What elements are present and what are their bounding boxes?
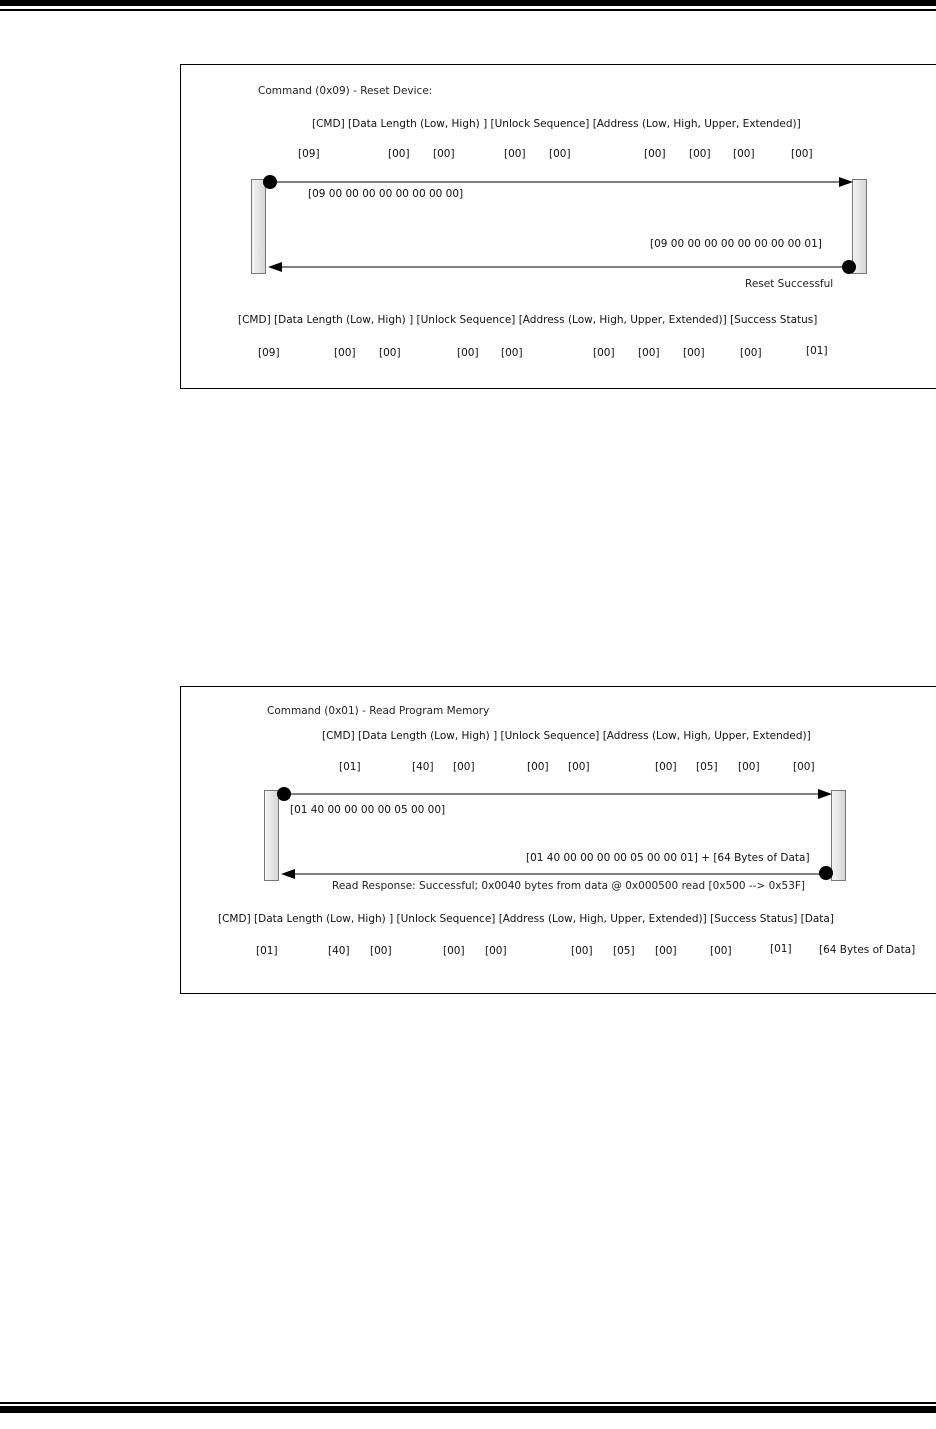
response-message: [01 40 00 00 00 00 05 00 00 01] + [64 Bytes of Data] (526, 852, 810, 864)
response-byte: [00] (501, 347, 523, 359)
request-byte: [00] (791, 148, 813, 160)
response-byte: [00] (370, 945, 392, 957)
response-byte: [00] (379, 347, 401, 359)
response-byte: [01] (256, 945, 278, 957)
response-data-payload: [64 Bytes of Data] (819, 944, 916, 956)
response-note: Reset Successful (745, 278, 834, 290)
response-byte: [40] (328, 945, 350, 957)
request-byte: [00] (453, 761, 475, 773)
response-arrowhead (281, 869, 295, 879)
response-byte: [00] (571, 945, 593, 957)
request-arrowhead (818, 789, 832, 799)
request-byte: [00] (504, 148, 526, 160)
footer-rule-thick (0, 1406, 936, 1413)
request-byte: [00] (527, 761, 549, 773)
diagram-title: Command (0x01) - Read Program Memory (267, 705, 490, 717)
request-message: [09 00 00 00 00 00 00 00 00] (308, 188, 464, 200)
response-byte: [00] (638, 347, 660, 359)
footer-rule-thin (0, 1402, 936, 1404)
response-byte: [05] (613, 945, 635, 957)
reset-device-sequence-diagram (180, 64, 936, 389)
response-byte: [00] (593, 347, 615, 359)
request-arrowhead (839, 177, 853, 187)
request-byte: [00] (733, 148, 755, 160)
request-byte: [00] (644, 148, 666, 160)
request-byte: [05] (696, 761, 718, 773)
response-byte: [09] (258, 347, 280, 359)
request-field-header: [CMD] [Data Length (Low, High) ] [Unlock Sequence] [Address (Low, High, Upper, Extended)] (322, 730, 811, 742)
request-byte: [01] (339, 761, 361, 773)
response-arrowhead (268, 262, 282, 272)
response-success-status: [01] (806, 345, 828, 357)
request-byte: [09] (298, 148, 320, 160)
request-byte: [00] (655, 761, 677, 773)
response-byte: [00] (710, 945, 732, 957)
response-field-header: [CMD] [Data Length (Low, High) ] [Unlock Sequence] [Address (Low, High, Upper, Extended)] [Success Status] [Data] (218, 913, 834, 925)
request-byte: [00] (738, 761, 760, 773)
request-field-header: [CMD] [Data Length (Low, High) ] [Unlock Sequence] [Address (Low, High, Upper, Extended)] (312, 118, 801, 130)
response-byte: [00] (443, 945, 465, 957)
response-byte: [00] (740, 347, 762, 359)
response-byte: [00] (655, 945, 677, 957)
request-byte: [00] (793, 761, 815, 773)
request-byte: [00] (568, 761, 590, 773)
response-byte: [00] (457, 347, 479, 359)
request-byte: [00] (388, 148, 410, 160)
request-byte: [00] (549, 148, 571, 160)
request-origin-dot (277, 787, 291, 801)
message-arrows (181, 65, 936, 388)
request-byte: [00] (433, 148, 455, 160)
diagram-title: Command (0x09) - Reset Device: (258, 85, 433, 97)
request-message: [01 40 00 00 00 00 05 00 00] (290, 804, 446, 816)
response-note: Read Response: Successful; 0x0040 bytes from data @ 0x000500 read [0x500 --> 0x53F] (332, 880, 806, 892)
header-rule-thick (0, 0, 936, 6)
header-rule-thin (0, 9, 936, 11)
response-field-header: [CMD] [Data Length (Low, High) ] [Unlock Sequence] [Address (Low, High, Upper, Extended)] [Success Status] (238, 314, 818, 326)
read-program-memory-sequence-diagram (180, 686, 936, 994)
response-byte: [00] (485, 945, 507, 957)
response-origin-dot (842, 260, 856, 274)
response-byte: [00] (683, 347, 705, 359)
request-byte: [00] (689, 148, 711, 160)
request-origin-dot (263, 175, 277, 189)
request-byte: [40] (412, 761, 434, 773)
response-byte: [00] (334, 347, 356, 359)
response-origin-dot (819, 866, 833, 880)
response-success-status: [01] (770, 943, 792, 955)
response-message: [09 00 00 00 00 00 00 00 00 01] (650, 238, 822, 250)
